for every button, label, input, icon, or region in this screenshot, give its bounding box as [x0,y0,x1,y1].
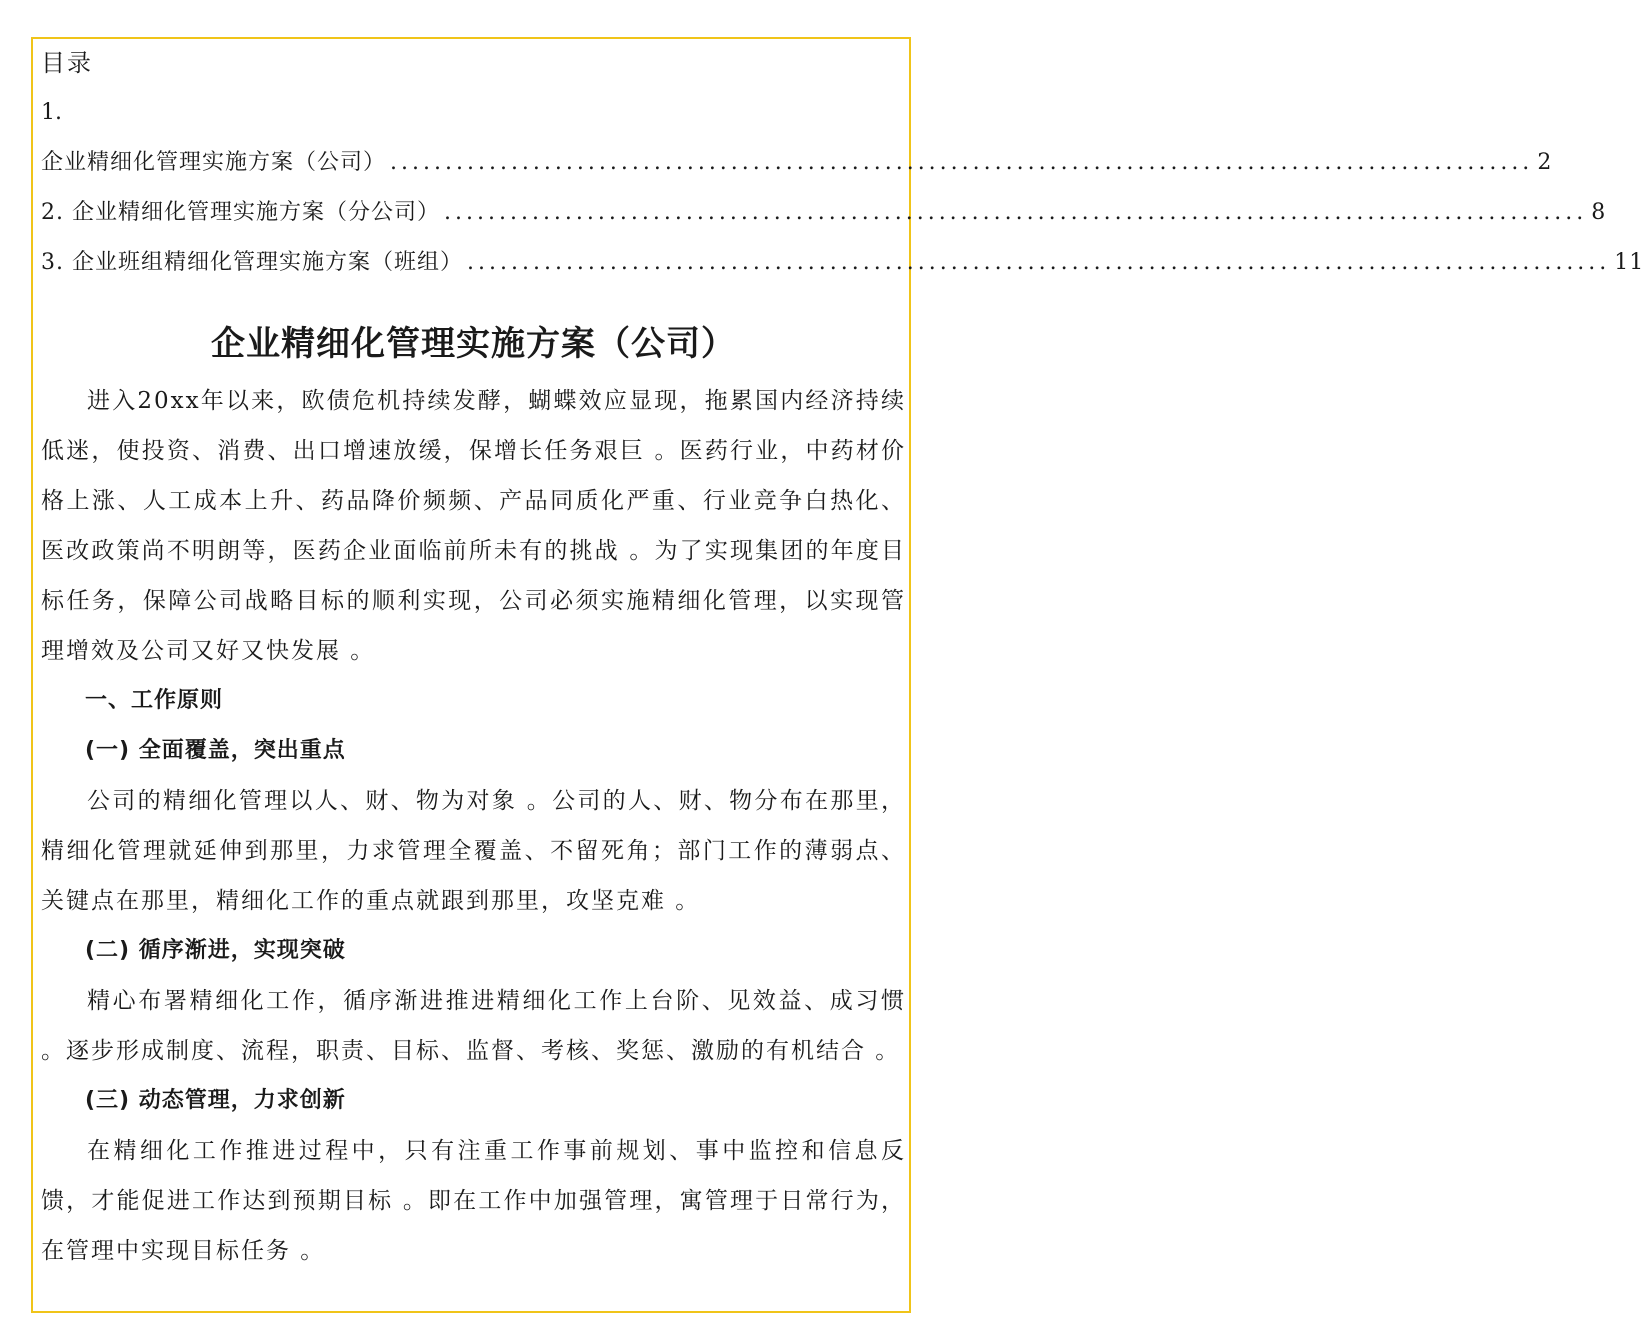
toc-entry-title: 2. 企业精细化管理实施方案（分公司） [41,200,440,225]
toc-entry[interactable] [41,196,1607,230]
toc-entry-page: 2 [1537,150,1553,175]
toc-heading: 目录 [41,49,93,77]
body-paragraph: 公司的精细化管理以人、财、物为对象 。公司的人、财、物分布在那里，精细化管理就延伸到那里，力求管理全覆盖、不留死角；部门工作的薄弱点、关键点在那里，精细化工作的重点就跟到那里，攻坚克难 。 [41,788,906,914]
toc-entry-page: 11 [1614,250,1644,275]
section-heading: 一、工作原则 [85,688,224,713]
toc-first-number: 1. [41,100,62,125]
body-paragraph: 在精细化工作推进过程中，只有注重工作事前规划、事中监控和信息反馈，才能促进工作达到预期目标 。即在工作中加强管理，寓管理于日常行为，在管理中实现目标任务 。 [41,1138,906,1264]
table-of-contents [41,46,1644,280]
intro-paragraph: 进入20xx年以来，欧债危机持续发酵，蝴蝶效应显现，拖累国内经济持续低迷，使投资、消费、出口增速放缓，保增长任务艰巨 。医药行业，中药材价格上涨、人工成本上升、药品降价频频、产品同质化严重、行业竞争白热化、医改政策尚不明朗等，医药企业面临前所未有的挑战 。为了实现集团的年度目标任务，保障公司战略目标的顺利实现，公司必须实施精细化管理，以实现管理增效及公司又好又快发展 。 [41,388,906,664]
body-paragraph: 精心布署精细化工作，循序渐进推进精细化工作上台阶、见效益、成习惯 。逐步形成制度、流程，职责、目标、监督、考核、奖惩、激励的有机结合 。 [41,988,906,1064]
toc-entry-title: 企业精细化管理实施方案（公司） [41,150,387,175]
subsection-heading: (二) 循序渐进，实现突破 [85,938,346,963]
toc-leader-dots: ........................................................................................................ [444,200,1588,225]
document-title: 企业精细化管理实施方案（公司） [211,324,736,364]
toc-entry[interactable] [41,146,1553,180]
subsection-heading: (一) 全面覆盖，突出重点 [85,738,346,763]
toc-entry-title: 3. 企业班组精细化管理实施方案（班组） [41,250,463,275]
toc-leader-dots: ........................................................................................................ [467,250,1611,275]
toc-entry-page: 8 [1591,200,1607,225]
toc-entry[interactable] [41,246,1644,280]
subsection-heading: (三) 动态管理，力求创新 [85,1088,346,1113]
document-content [41,46,1644,1276]
toc-leader-dots: ........................................................................................................ [390,150,1534,175]
